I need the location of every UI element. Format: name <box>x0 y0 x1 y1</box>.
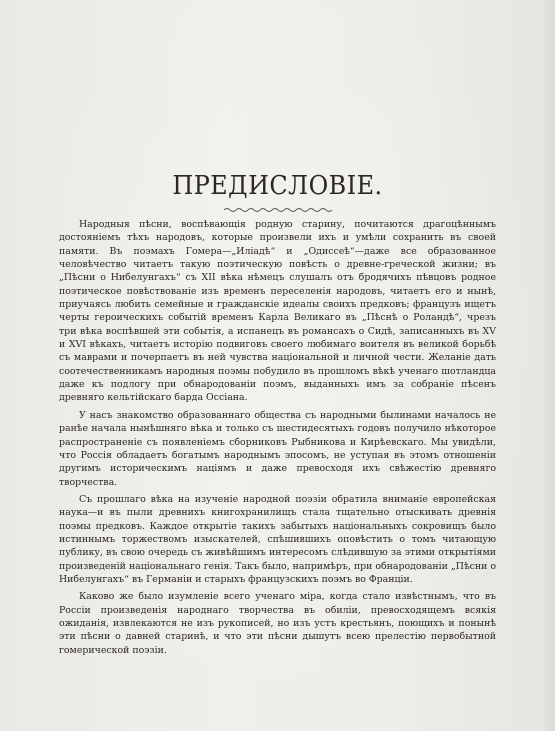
paragraph: Народныя пѣсни, воспѣвающія родную старину, почитаются драгоцѣннымъ достояніемъ тѣхъ народовъ, которые произвели ихъ и умѣли сохранить въ своей памяти. Въ поэмахъ Гомера—„Иліадѣ“ и „Одиссеѣ“—даже все образованное человѣчество читаетъ такую поэтическую повѣсть о древне-греческой жизни; въ „Пѣсни о Нибелунгахъ“ съ XII вѣка нѣмецъ слушалъ отъ бродячихъ пѣвцовъ родное поэтическое повѣствованіе изъ временъ переселенія народовъ, читаетъ его и нынѣ, приучаясь любить семейные и гражданскіе идеалы своихъ предковъ; французъ ищетъ черты героическихъ событій временъ Карла Великаго въ „Пѣснѣ о Роландѣ“, чрезъ три вѣка воспѣвшей эти событія, а испанецъ въ романсахъ о Сидѣ, записанныхъ въ XV и XVI вѣкахъ, читаетъ исторію подвиговъ своего любимаго воителя въ великой борьбѣ съ маврами и почерпаетъ въ ней чувства національной и личной чести. Желаніе дать соотечественникамъ народныя поэмы побудило въ прошломъ вѣкѣ ученаго шотландца даже къ подлогу при обнародованіи поэмъ, выданныхъ имъ за собраніе пѣсенъ древняго кельтійскаго барда Оссіана. <box>59 219 496 404</box>
paragraph: Съ прошлаго вѣка на изученіе народной поэзіи обратила вниманіе европейская наука—и въ пыли древнихъ книгохранилищъ стала тщательно отыскивать древнія поэмы предковъ. Каждое открытіе такихъ забытыхъ національныхъ сокровищъ было истиннымъ торжествомъ изыскателей, спѣшившихъ оповѣстить о томъ читающую публику, въ свою очередь съ живѣйшимъ интересомъ слѣдившую за этими открытіями произведеній національнаго генія. Такъ было, напримѣръ, при обнародованіи „Пѣсни о Нибелунгахъ“ въ Германіи и старыхъ французскихъ поэмъ во Франціи. <box>59 493 496 585</box>
paragraph: У насъ знакомство образованнаго общества съ народными былинами началось не ранѣе начала нынѣшняго вѣка и только съ шестидесятыхъ годовъ получило нѣкоторое распространеніе съ появленіемъ сборниковъ Рыбникова и Кирѣевскаго. Мы увидѣли, что Россія обладаетъ богатымъ народнымъ эпосомъ, не уступая въ этомъ отношеніи другимъ историческимъ націямъ и даже превосходя ихъ свѣжестію древняго творчества. <box>59 409 496 488</box>
title-flourish-ornament <box>222 205 334 215</box>
wave-ornament-icon <box>222 205 334 215</box>
paragraph: Каково же было изумленіе всего ученаго міра, когда стало извѣстнымъ, что въ Россіи произведенія народнаго творчества въ обиліи, превосходящемъ всякія ожиданія, извлекаются не изъ рукописей, но изъ устъ крестьянъ, поющихъ и понынѣ эти пѣсни о давней старинѣ, и что эти пѣсни дышутъ всею прелестію первобытной гомерической поэзіи. <box>59 591 496 656</box>
page-edge-shadow <box>541 0 555 731</box>
preface-body <box>59 218 496 657</box>
page-title: ПРЕДИСЛОВІЕ. <box>172 171 383 201</box>
